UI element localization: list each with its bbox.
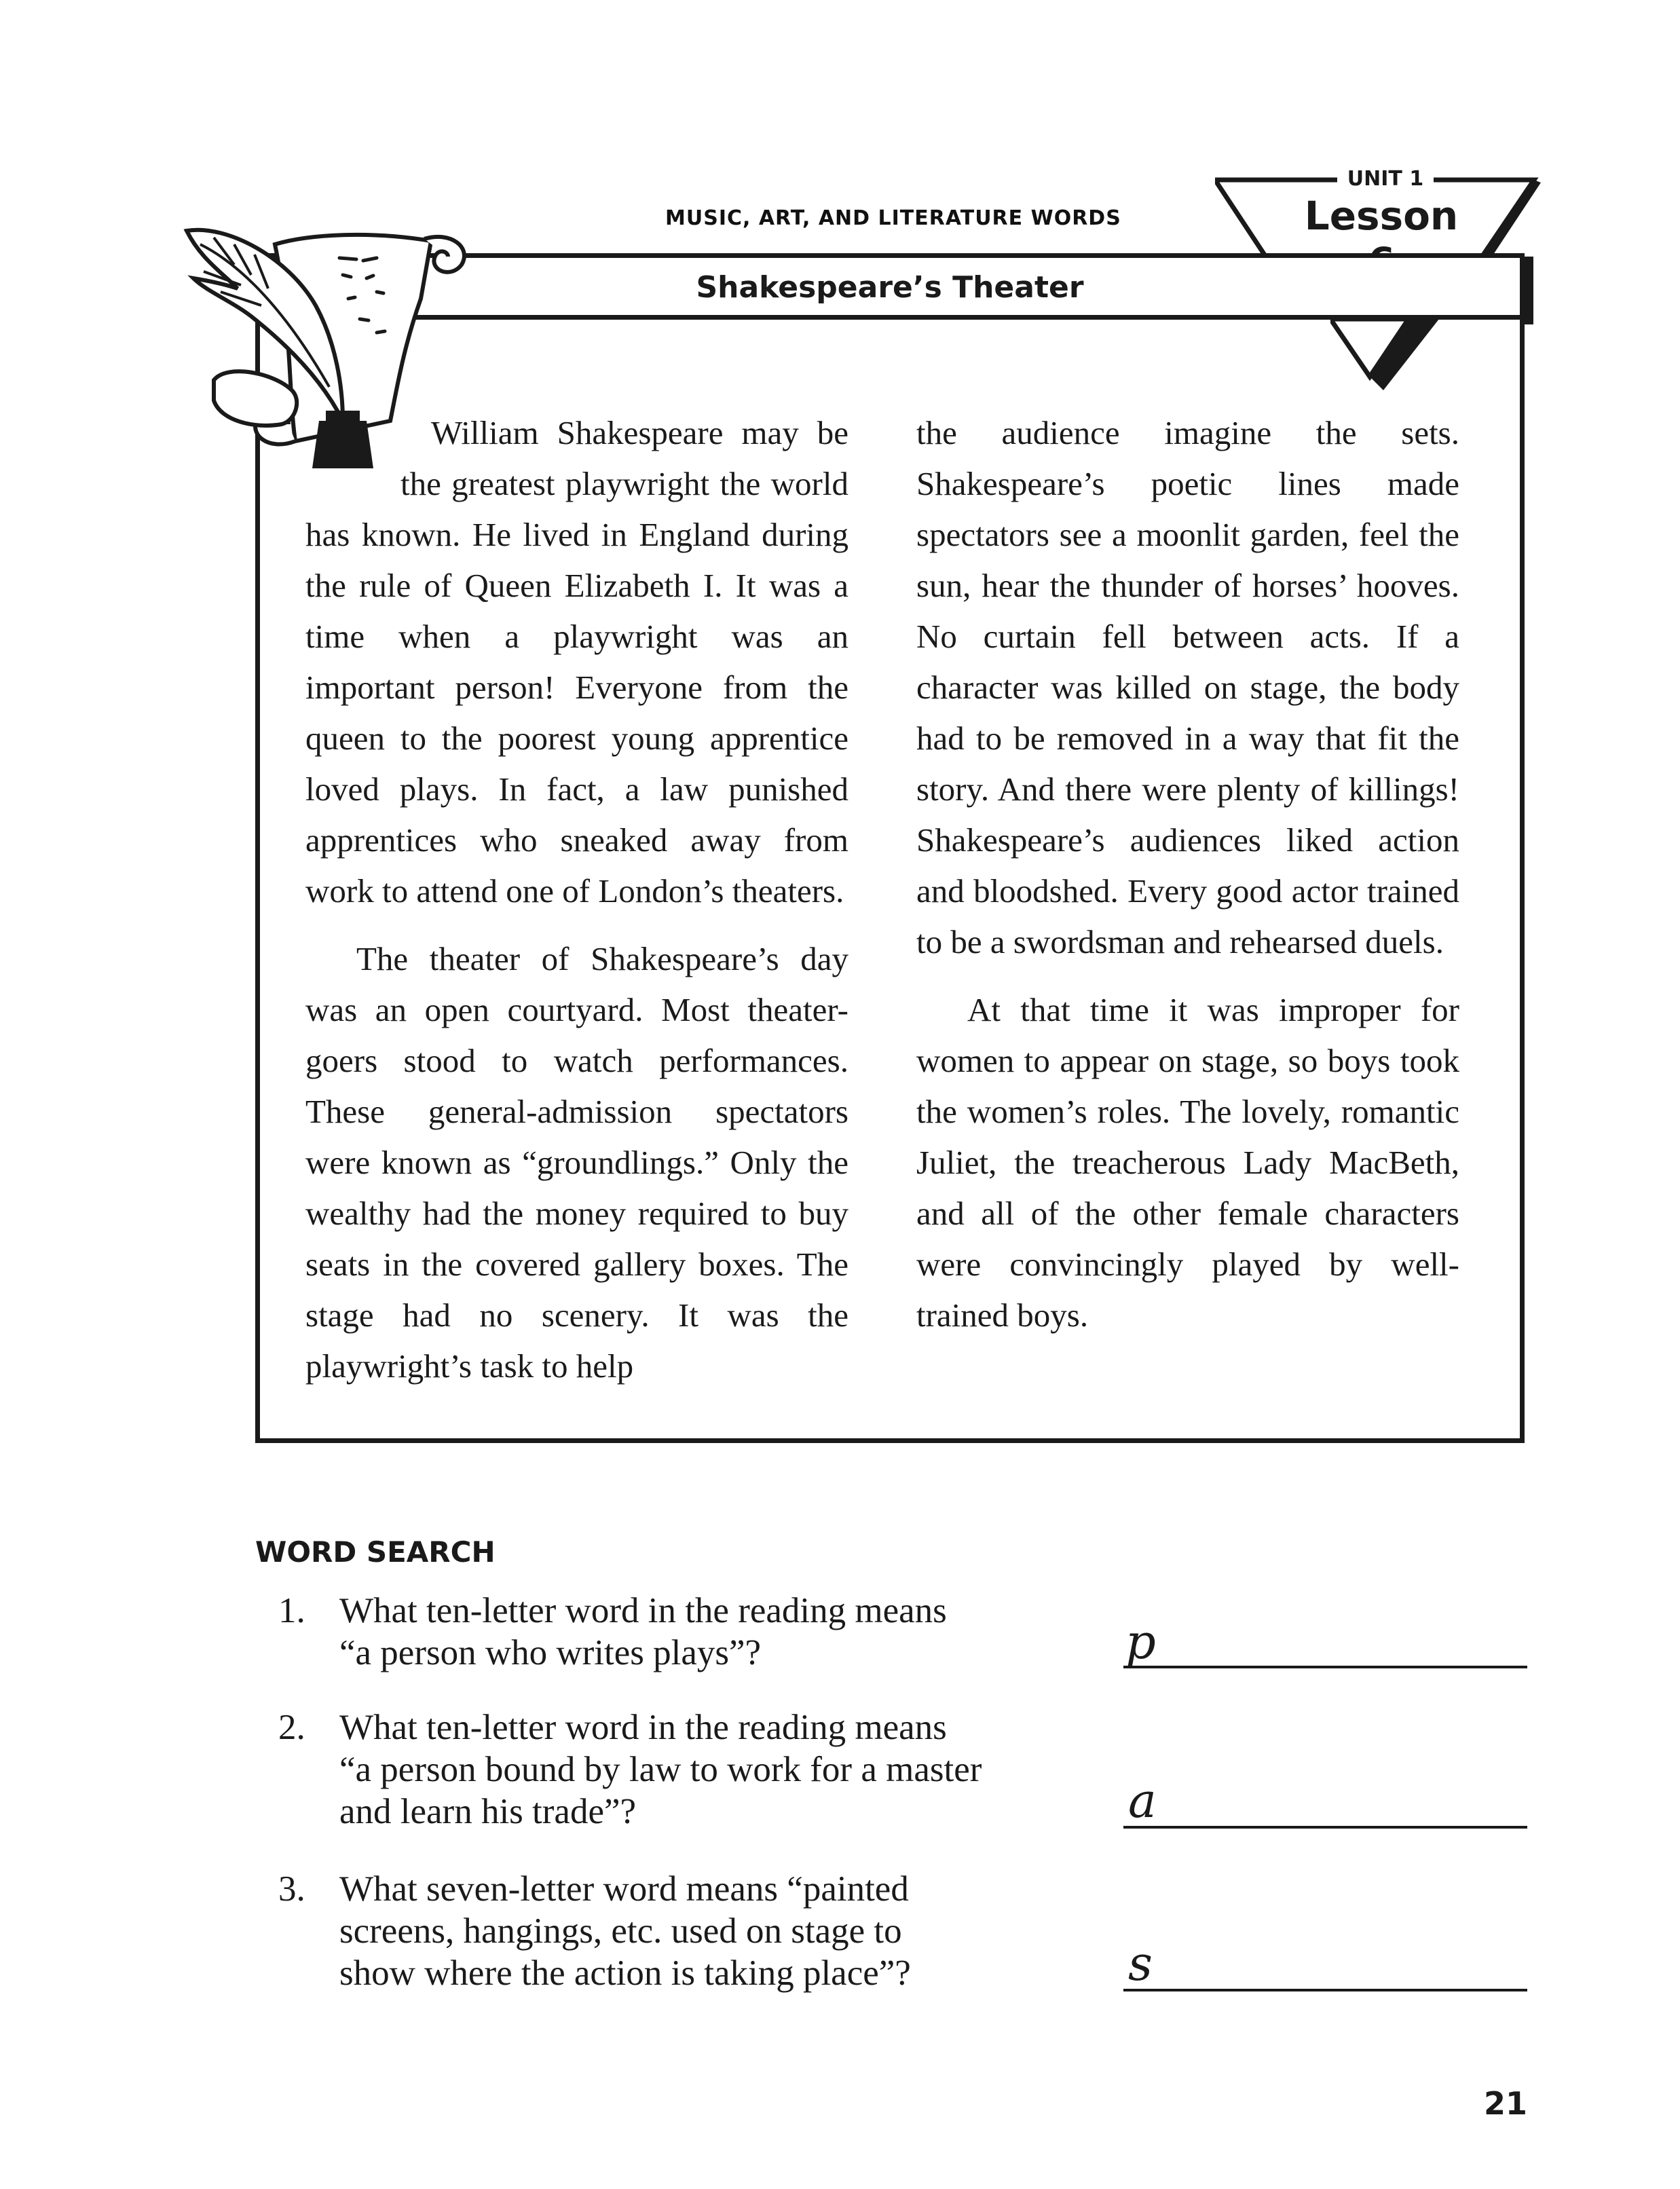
answer-blank-3[interactable]: [1123, 1989, 1527, 1991]
question-text: What ten-letter word in the reading means “a person who writes plays”?: [339, 1591, 947, 1672]
answer-blank-2[interactable]: [1123, 1826, 1527, 1829]
question-2: [278, 1706, 1113, 1839]
section-heading: MUSIC, ART, AND LITERATURE WORDS: [665, 206, 1121, 230]
question-number: 3.: [278, 1869, 305, 1909]
art-wrap-spacer: [305, 407, 400, 499]
answer-hint-letter: p: [1125, 1614, 1156, 1670]
paragraph: the audience imagine the sets. Shakespeare’s poetic lines made spectators see a moonlit garden, feel the sun, hear the thunder of horses’ hooves. No curtain fell between acts. If a character was killed on stage, the body had to be removed in a way that fit the story. And there were plenty of killings! Shakespeare’s audiences liked action and bloodshed. Every good actor trained to be a swordsman and rehearsed duels.: [916, 414, 1459, 960]
question-text: What seven-letter word means “painted screens, hangings, etc. used on stage to show where the action is taking place”?: [339, 1869, 911, 1993]
question-text: What ten-letter word in the reading means “a person bound by law to work for a master and learn his trade”?: [339, 1708, 982, 1831]
question-number: 1.: [278, 1591, 305, 1630]
unit-label: UNIT 1: [1337, 167, 1434, 191]
page-number: 21: [1483, 2085, 1527, 2122]
question-number: 2.: [278, 1708, 305, 1747]
answer-hint-letter: s: [1128, 1936, 1153, 1991]
question-1: [278, 1590, 1113, 1678]
reading-title: Shakespeare’s Theater: [696, 270, 1084, 305]
reading-right-column: [916, 407, 1459, 1358]
answer-hint-letter: a: [1128, 1773, 1157, 1829]
lesson-title: Lesson: [1304, 193, 1459, 239]
answer-blank-1[interactable]: [1123, 1666, 1527, 1668]
question-3: [278, 1868, 1113, 2000]
paragraph: William Shakespeare may be the greatest playwright the world has known. He lived in England during the rule of Queen Elizabeth I. It was a time when a playwright was an important person! Everyone from the queen to the poorest young apprentice loved plays. In fact, a law punished apprentices who sneaked away from work to attend one of London’s theaters.: [305, 414, 848, 910]
paragraph: At that time it was improper for women to appear on stage, so boys took the women’s roles. The lovely, romantic Juliet, the treacherous Lady MacBeth, and all of the other female characters were convincingly played by well-trained boys.: [916, 991, 1459, 1334]
paragraph: The theater of Shakespeare’s day was an open courtyard. Most theater-goers stood to watch performances. These general-admission spectators were known as “groundlings.” Only the wealthy had the money required to buy seats in the covered gallery boxes. The stage had no scenery. It was the playwright’s task to help: [305, 940, 848, 1385]
triangle-pointer-icon: [1330, 319, 1439, 390]
reading-left-column: [305, 407, 848, 1408]
word-search-heading: WORD SEARCH: [255, 1535, 496, 1569]
